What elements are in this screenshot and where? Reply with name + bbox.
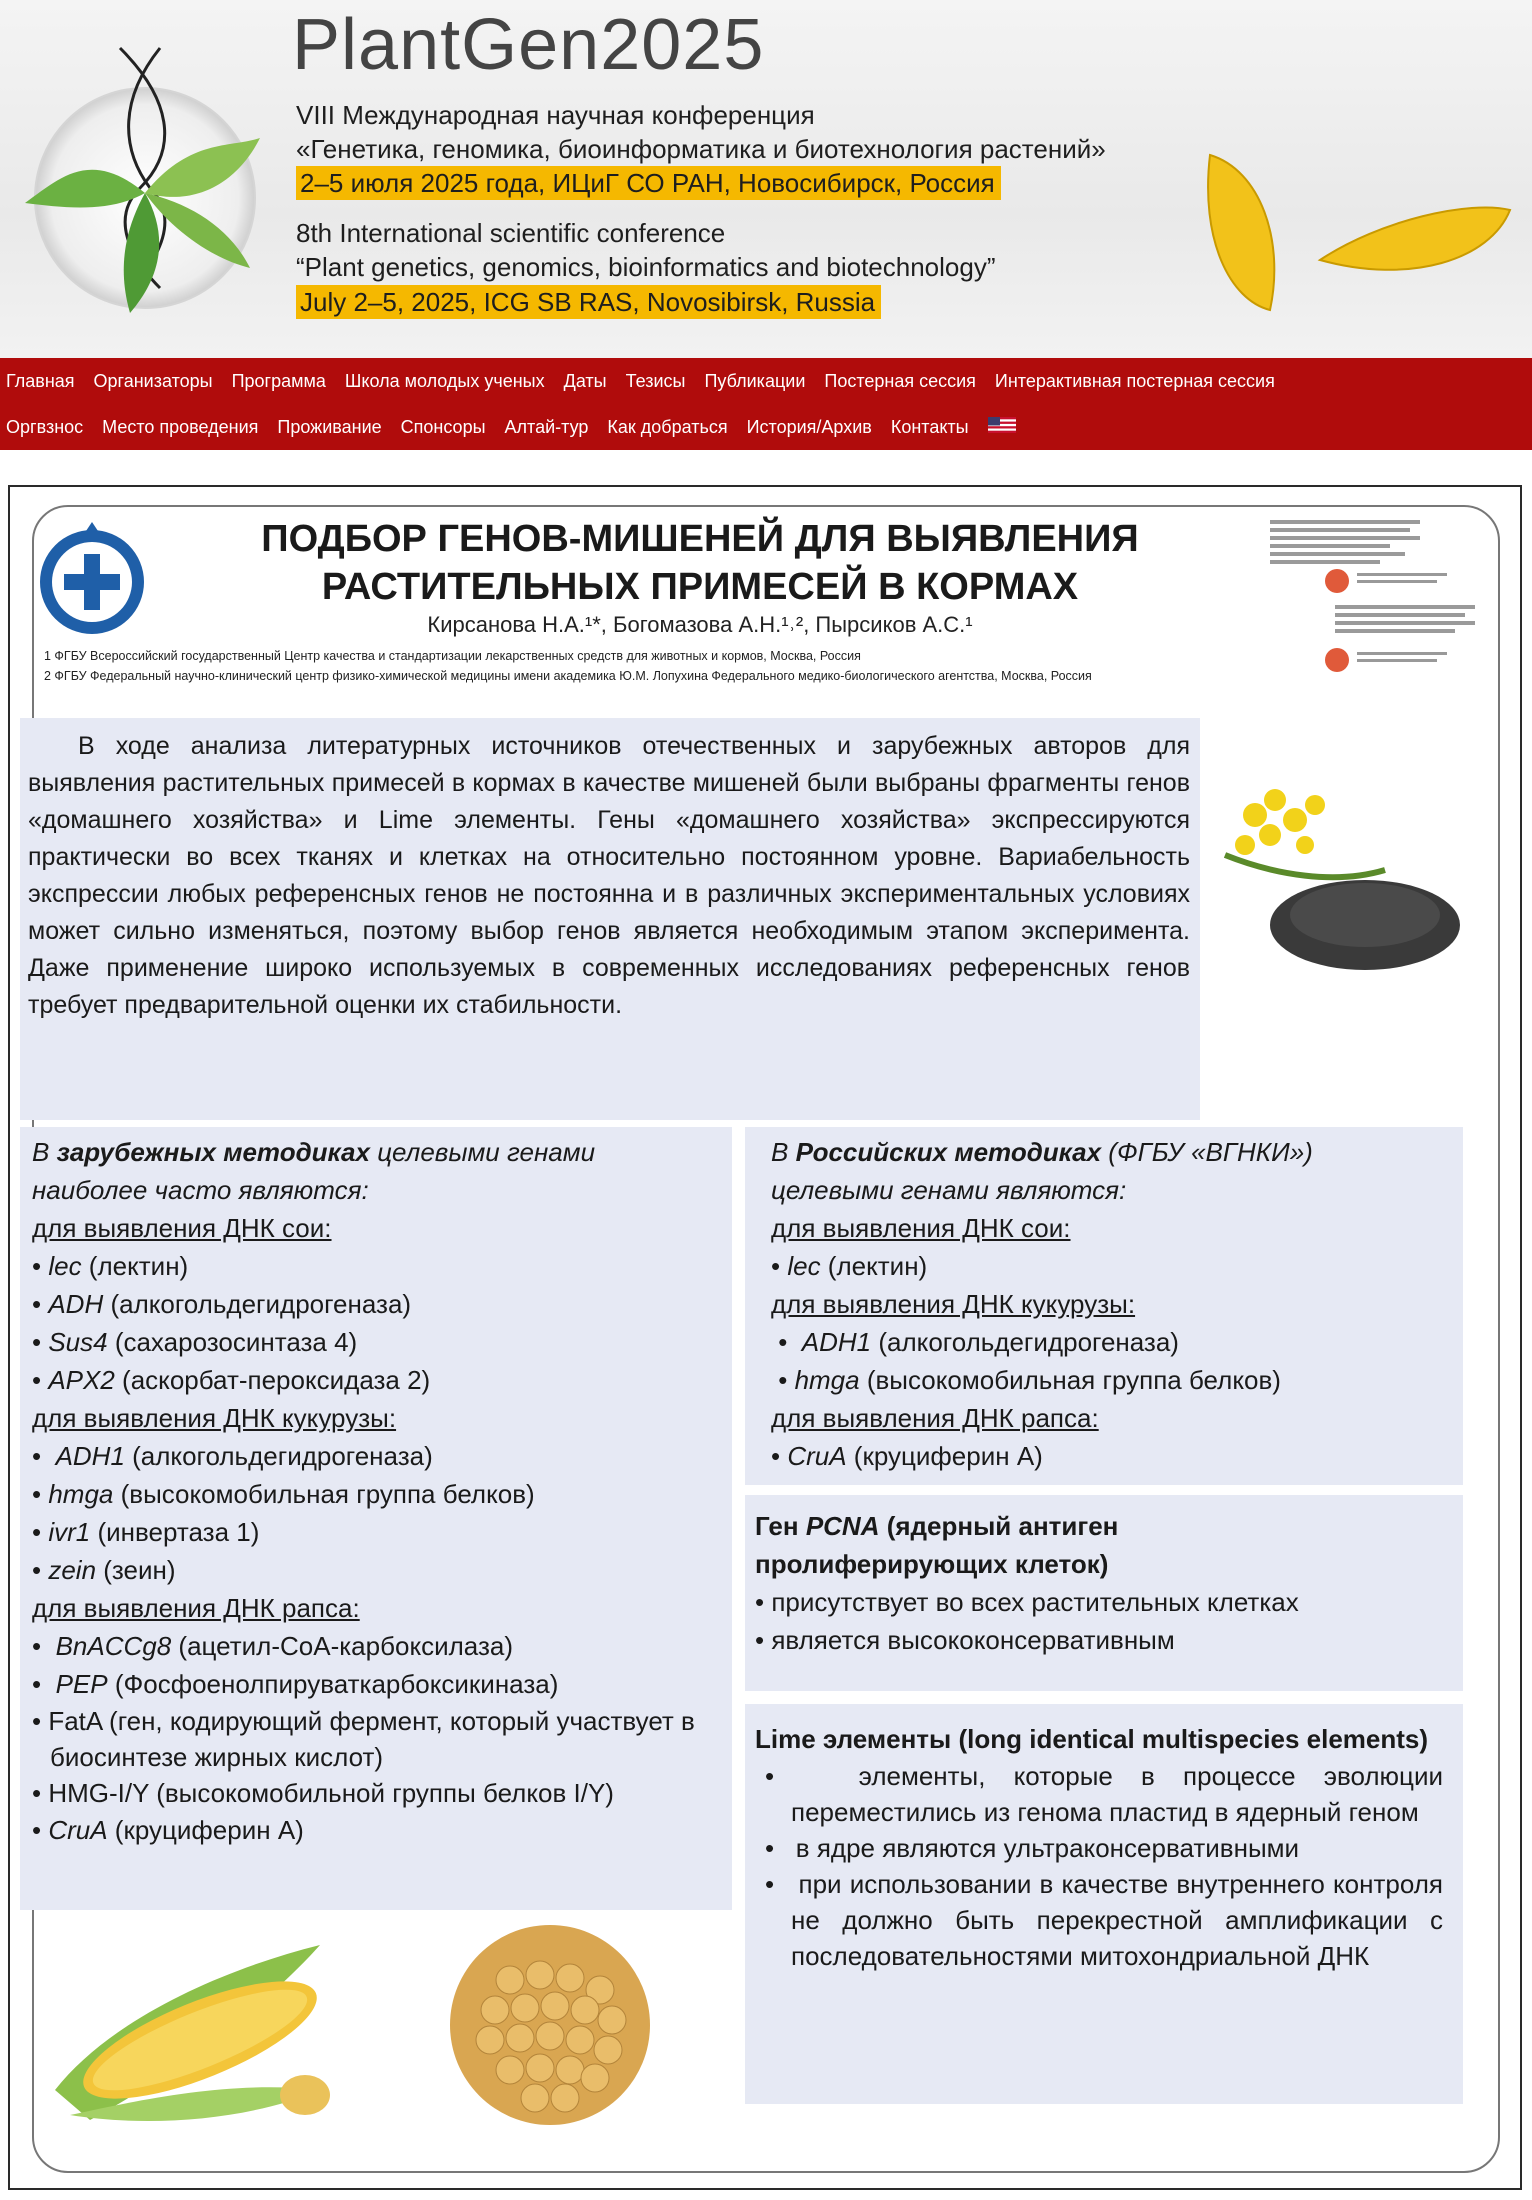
nav-link-venue[interactable]: Место проведения: [102, 417, 259, 437]
russian-head-suffix: (ФГБУ «ВГНКИ»): [1101, 1137, 1313, 1167]
russian-rape-item: • CruA (круциферин А): [771, 1441, 1043, 1471]
foreign-soy-item: • Sus4 (сахарозосинтаза 4): [32, 1327, 358, 1357]
us-flag-icon[interactable]: [988, 417, 1016, 433]
rapeseed-image: [1215, 775, 1470, 985]
nav-link-history-archive[interactable]: История/Архив: [746, 417, 872, 437]
conference-ru-dates: 2–5 июля 2025 года, ИЦиГ СО РАН, Новосибирск, Россия: [296, 166, 1001, 200]
russian-methods-panel: [745, 1127, 1463, 1485]
plantgen-logo[interactable]: [20, 28, 270, 328]
pcna-item: • присутствует во всех растительных клетках: [755, 1587, 1299, 1617]
partner-logos-image: [1265, 515, 1485, 690]
pcna-heading-line-2: пролиферирующих клеток): [755, 1549, 1109, 1579]
russian-soy-item: • lec (лектин): [771, 1251, 928, 1281]
foreign-soy-item: • lec (лектин): [32, 1251, 189, 1281]
foreign-corn-item: • ADH1 (алкогольдегидрогеназа): [32, 1441, 433, 1471]
vgnki-emblem-icon: [34, 520, 150, 638]
nav-link-how-to-get[interactable]: Как добраться: [607, 417, 728, 437]
poster-authors: Кирсанова Н.А.¹*, Богомазова А.Н.¹˒², Пырсиков А.С.¹: [427, 612, 973, 637]
foreign-rape-heading: для выявления ДНК рапса:: [32, 1593, 360, 1623]
russian-head-line-2: целевыми генами являются:: [771, 1175, 1127, 1205]
russian-soy-heading: для выявления ДНК сои:: [771, 1213, 1071, 1243]
main-navigation: [0, 358, 1532, 450]
pcna-heading: Ген PCNA (ядерный антиген: [755, 1511, 1119, 1541]
russian-corn-item: • hmga (высокомобильная группа белков): [771, 1365, 1281, 1395]
site-header: [0, 0, 1532, 358]
nav-link-fee[interactable]: Оргвзнос: [6, 417, 84, 437]
foreign-corn-item: • zein (зеин): [32, 1555, 176, 1585]
nav-link-program[interactable]: Программа: [231, 371, 326, 391]
nav-row-1: [6, 371, 1294, 392]
intro-text: В ходе анализа литературных источников отечественных и зарубежных авторов для выявления растительных примесей в кормах в качестве мишеней были выбраны фрагменты генов «домашнего хозяйства» и Lime элементы. Гены «домашнего хозяйства» экспрессируются практически во всех тканях и клетках на относительно постоянном уровне. Вариабельность экспрессии любых референсных генов не постоянна и в различных экспериментальных условиях может сильно изменяться, поэтому выбор генов является необходимым этапом эксперимента. Даже применение широко используемых в современных исследованиях референсных генов требует предварительной оценки их стабильности.: [28, 732, 1190, 1019]
poster-title-line-2: РАСТИТЕЛЬНЫХ ПРИМЕСЕЙ В КОРМАХ: [321, 566, 1079, 608]
foreign-rape-item: • CruA (круциферин А): [32, 1815, 304, 1845]
nav-link-abstracts[interactable]: Тезисы: [625, 371, 686, 391]
foreign-head-bold: зарубежных методиках: [56, 1137, 370, 1167]
foreign-methods-panel: [20, 1127, 732, 1910]
lime-item: • при использовании в качестве внутреннего контроля не должно быть перекрестной амплификации с последовательностями митохондриальной ДНК: [765, 1869, 1443, 1971]
foreign-rape-item: • PEP (Фосфоенолпируваткарбоксикиназа): [32, 1669, 559, 1699]
foreign-head-line-2: наиболее часто являются:: [32, 1175, 369, 1205]
nav-link-organizers[interactable]: Организаторы: [93, 371, 213, 391]
russian-head-bold: Российских методиках: [795, 1137, 1102, 1167]
pcna-item: • является высококонсервативным: [755, 1625, 1175, 1655]
nav-link-interactive-poster-session[interactable]: Интерактивная постерная сессия: [994, 371, 1275, 391]
site-title: PlantGen2025: [292, 5, 765, 85]
poster-title-line-1: ПОДБОР ГЕНОВ-МИШЕНЕЙ ДЛЯ ВЫЯВЛЕНИЯ: [261, 518, 1139, 560]
intro-panel: [20, 718, 1200, 1120]
foreign-corn-item: • hmga (высокомобильная группа белков): [32, 1479, 535, 1509]
nav-link-accommodation[interactable]: Проживание: [277, 417, 382, 437]
nav-link-sponsors[interactable]: Спонсоры: [400, 417, 486, 437]
nav-link-contacts[interactable]: Контакты: [890, 417, 969, 437]
affiliation-2: 2 ФГБУ Федеральный научно-клинический центр физико-химической медицины имени академика Ю.М. Лопухина Федерального медико-биологического агентства, Москва, Россия: [44, 669, 1092, 683]
nav-link-dates[interactable]: Даты: [563, 371, 607, 391]
foreign-soy-item: • ADH (алкогольдегидрогеназа): [32, 1289, 412, 1319]
lime-item: • элементы, которые в процессе эволюции переместились из генома пластид в ядерный геном: [765, 1761, 1443, 1827]
lime-item: • в ядре являются ультраконсервативными: [765, 1833, 1300, 1863]
affiliation-1: 1 ФГБУ Всероссийский государственный Центр качества и стандартизации лекарственных средств для животных и кормов, Москва, Россия: [44, 649, 861, 663]
nav-link-poster-session[interactable]: Постерная сессия: [824, 371, 976, 391]
russian-corn-item: • ADH1 (алкогольдегидрогеназа): [771, 1327, 1179, 1357]
foreign-head-prefix: В: [32, 1137, 57, 1167]
lime-elements-panel: [745, 1704, 1463, 2104]
conference-en-title: “Plant genetics, genomics, bioinformatics and biotechnology”: [296, 252, 996, 282]
foreign-head-suffix: целевыми генами: [369, 1137, 596, 1167]
sunflower-seeds-image: [1190, 150, 1520, 320]
nav-row-2: [6, 417, 1016, 438]
foreign-soy-item: • APX2 (аскорбат-пероксидаза 2): [32, 1365, 431, 1395]
russian-rape-heading: для выявления ДНК рапса:: [771, 1403, 1099, 1433]
foreign-rape-item: • HMG-I/Y (высокомобильной группы белков I/Y): [32, 1778, 614, 1808]
foreign-rape-item: • FatA (ген, кодирующий фермент, который участвует в биосинтезе жирных кислот): [32, 1706, 695, 1772]
russian-corn-heading: для выявления ДНК кукурузы:: [771, 1289, 1136, 1319]
conference-en-number: 8th International scientific conference: [296, 218, 726, 248]
foreign-rape-item: • BnACCg8 (ацетил-CoA-карбоксилаза): [32, 1631, 514, 1661]
soybeans-image: [440, 1920, 660, 2130]
conference-ru-title: «Генетика, геномика, биоинформатика и биотехнология растений»: [296, 134, 1106, 164]
foreign-corn-heading: для выявления ДНК кукурузы:: [32, 1403, 397, 1433]
conference-en-dates: July 2–5, 2025, ICG SB RAS, Novosibirsk, Russia: [296, 285, 881, 319]
corn-image: [50, 1930, 340, 2130]
nav-link-publications[interactable]: Публикации: [704, 371, 806, 391]
nav-link-young-scientists-school[interactable]: Школа молодых ученых: [344, 371, 545, 391]
nav-link-home[interactable]: Главная: [6, 371, 75, 391]
lime-heading: Lime элементы (long identical multispecies elements): [755, 1724, 1429, 1754]
nav-link-altai-tour[interactable]: Алтай-тур: [504, 417, 589, 437]
foreign-soy-heading: для выявления ДНК сои:: [32, 1213, 332, 1243]
conference-ru-number: VIII Международная научная конференция: [296, 100, 815, 130]
russian-head-prefix: В: [771, 1137, 796, 1167]
pcna-panel: [745, 1495, 1463, 1691]
poster-title: [190, 515, 1210, 611]
foreign-corn-item: • ivr1 (инвертаза 1): [32, 1517, 260, 1547]
